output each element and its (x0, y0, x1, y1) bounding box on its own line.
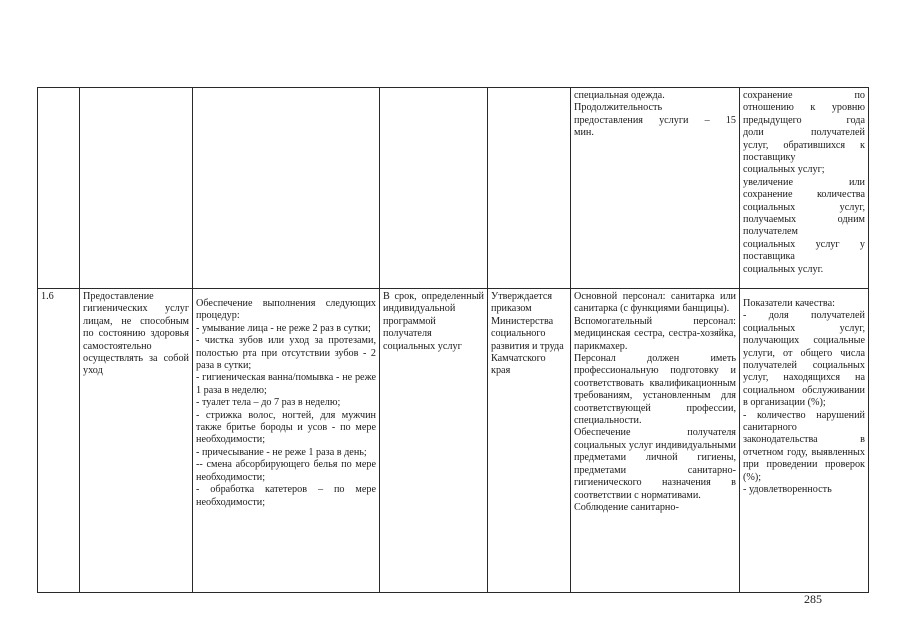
text-line: поставщика (743, 251, 795, 263)
service-name-cell (80, 289, 193, 593)
text-line: социальных услуг. (743, 263, 824, 275)
text-line: сохранение по (743, 90, 865, 101)
text-line: доли получателей (743, 127, 865, 139)
personnel-item: Соблюдение санитарно- (574, 501, 679, 513)
table-row (38, 88, 869, 289)
description-item: - обработка катетеров – по мере необходимости; (196, 484, 376, 508)
description-item: -- смена абсорбирующего белья по мере необходимости; (196, 459, 376, 483)
text-line: социальных услуг у (743, 238, 865, 250)
personnel-item: Обеспечение получателя социальных услуг индивидуальными предметами личной гигиены, предметами санитарно-гигиенического назначения в соответствии с нормативами. (574, 427, 736, 501)
text-line: сохранение количества (743, 189, 865, 201)
table-cell (38, 88, 80, 289)
description-item: - причесывание - не реже 1 раза в день; (196, 446, 367, 458)
text-line: мин. (574, 127, 594, 139)
term-text: В срок, определенный индивидуальной программой получателя социальных услуг (383, 291, 484, 352)
table-cell (193, 88, 380, 289)
description-item: - стрижка волос, ногтей, для мужчин также бритье бороды и усов - по мере необходимости; (196, 409, 376, 446)
text-line: социальных услуг, (743, 201, 865, 213)
table-cell (80, 88, 193, 289)
personnel-cell (571, 289, 740, 593)
description-item: - чистка зубов или уход за протезами, полостью рта при отсутствии зубов - 2 раза в сутки; (196, 335, 376, 372)
text-line: предоставления услуги – 15 (574, 114, 736, 126)
term-cell (380, 289, 488, 593)
indicators-cell (740, 289, 869, 593)
indicators-item: - количество нарушений санитарного законодательства в отчетном году, выявленных при проведении проверок (%); (743, 409, 865, 483)
indicators-item: Показатели качества: (743, 298, 835, 309)
table-cell (488, 88, 571, 289)
indicators-item: - удовлетворенность (743, 484, 832, 496)
indicators-item: - доля получателей социальных услуг, получающих социальные услуги, от общего числа получателей социальных услуг, находящихся на социальном обслуживании в организации (%); (743, 310, 865, 409)
tariff-cell (488, 289, 571, 593)
description-cell (193, 289, 380, 593)
tariff-text: Утверждается приказом Министерства социального развития и труда Камчатского края (491, 291, 564, 377)
row-number: 1.6 (38, 289, 80, 593)
text-line: отношению к уровню (743, 102, 865, 114)
text-line: специальная одежда. (574, 90, 665, 101)
text-line: получаемых одним (743, 214, 865, 226)
text-line: услуг, обратившихся к (743, 139, 865, 151)
text-line: социальных услуг; (743, 164, 825, 176)
personnel-item: Вспомогательный персонал: медицинская сестра, сестра-хозяйка, парикмахер. (574, 315, 736, 352)
personnel-item: Персонал должен иметь профессиональную подготовку и соответствовать квалификационным требованиям, установленным для соответствующей профессии, специальности. (574, 353, 736, 427)
personnel-item: Основной персонал: санитарка или санитарка (с функциями банщицы). (574, 291, 736, 315)
text-line: предыдущего года (743, 114, 865, 126)
text-line: увеличение или (743, 176, 865, 188)
personnel-cell (571, 88, 740, 289)
services-table (37, 87, 869, 593)
service-name: Предоставление гигиенических услуг лицам, не способным по состоянию здоровья самостоятельно осуществлять за собой уход (83, 291, 189, 377)
text-line: поставщику (743, 152, 796, 164)
table-row (38, 289, 869, 593)
page-number: 285 (804, 592, 822, 606)
indicators-cell (740, 88, 869, 289)
text-line: Продолжительность (574, 102, 663, 114)
text-line: получателем (743, 226, 798, 238)
description-item: - туалет тела – до 7 раз в неделю; (196, 397, 341, 409)
table-cell (380, 88, 488, 289)
description-item: Обеспечение выполнения следующих процедур: (196, 298, 376, 322)
description-item: - гигиеническая ванна/помывка - не реже 1 раза в неделю; (196, 372, 376, 396)
description-item: - умывание лица - не реже 2 раз в сутки; (196, 322, 371, 334)
